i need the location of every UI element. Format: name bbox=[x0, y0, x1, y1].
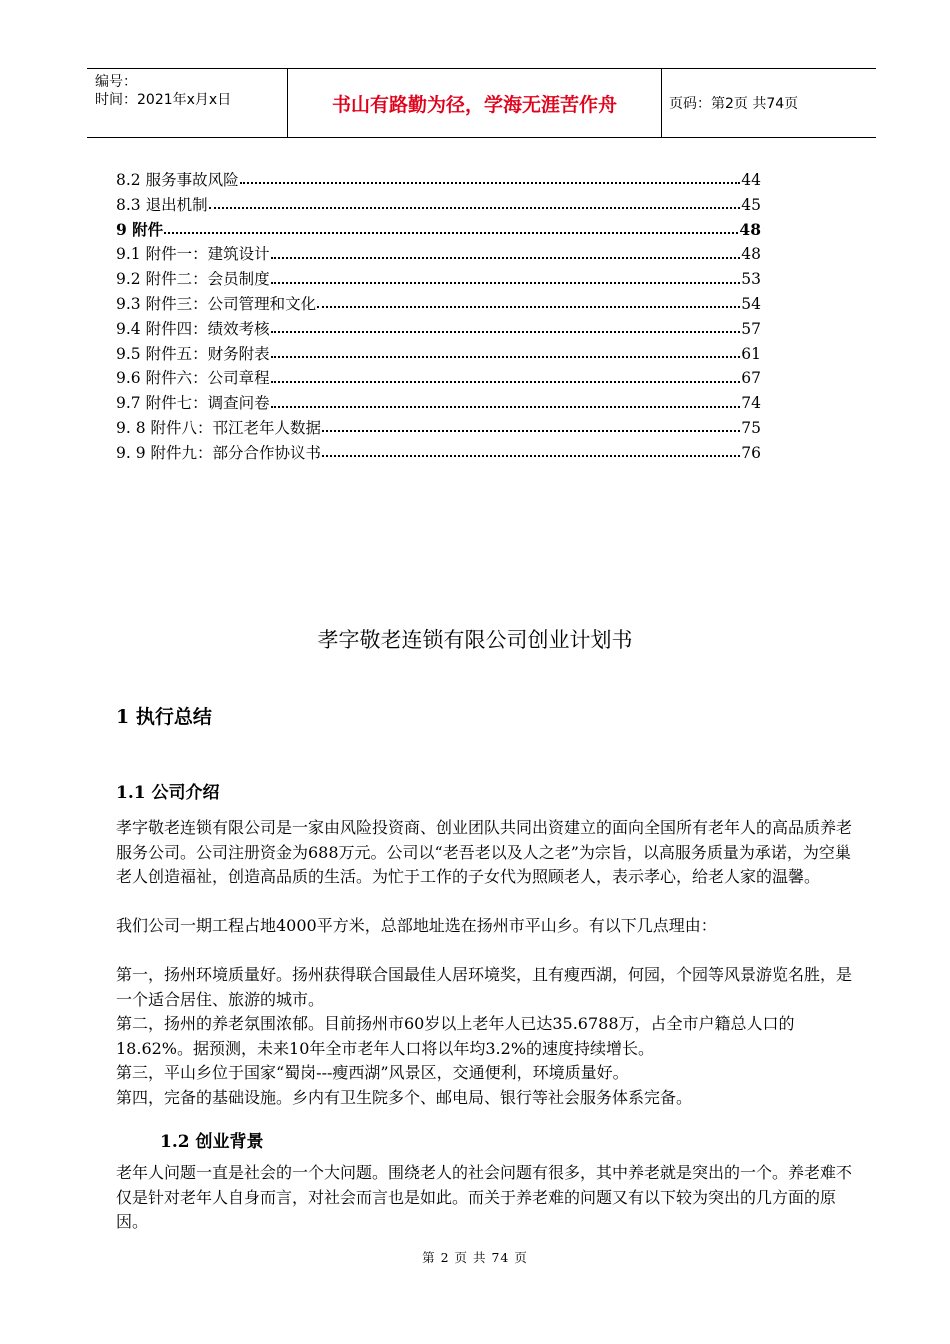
toc-leader-dots bbox=[271, 406, 741, 408]
toc-entry-page: 75 bbox=[741, 418, 761, 437]
toc-entry-label: 9.1 附件一：建筑设计 bbox=[116, 245, 270, 264]
toc-entry bbox=[116, 416, 761, 441]
toc-entry bbox=[116, 292, 761, 317]
toc-entry-page: 57 bbox=[741, 319, 761, 338]
document-title: 孝字敬老连锁有限公司创业计划书 bbox=[317, 628, 633, 652]
toc-entry bbox=[116, 441, 761, 466]
toc-entry-label: 9.3 附件三：公司管理和文化 bbox=[116, 294, 317, 313]
toc-leader-dots bbox=[271, 282, 741, 284]
header-divider bbox=[661, 69, 662, 137]
paragraph-reason-4: 第四，完备的基础设施。乡内有卫生院多个、邮电局、银行等社会服务体系完备。 bbox=[116, 1088, 693, 1107]
header-meta bbox=[95, 73, 231, 109]
toc-entry-page: 45 bbox=[741, 195, 761, 214]
toc-entry-label: 8.3 退出机制 bbox=[116, 195, 208, 214]
toc-entry-label: 9.6 附件六：公司章程 bbox=[116, 369, 270, 388]
toc-leader-dots bbox=[240, 182, 741, 184]
paragraph-company-intro: 孝字敬老连锁有限公司是一家由风险投资商、创业团队共同出资建立的面向全国所有老年人的高品质养老服务公司。公司注册资金为688万元。公司以“老吾老以及人之老”为宗旨，以高服务质量为承诺，为空巢老人创造福祉，创造高品质的生活。为忙于工作的子女代为照顾老人，表示孝心，给老人家的温馨。 bbox=[116, 818, 853, 886]
toc-entry bbox=[116, 267, 761, 292]
header-number: 编号： bbox=[95, 74, 137, 90]
toc-entry bbox=[116, 391, 761, 416]
toc-leader-dots bbox=[209, 207, 741, 209]
toc-entry bbox=[116, 168, 761, 193]
toc-entry-page: 54 bbox=[741, 294, 761, 313]
heading-company-intro: 1.1 公司介绍 bbox=[116, 783, 220, 803]
toc-entry-label: 9.4 附件四：绩效考核 bbox=[116, 319, 270, 338]
toc-entry-label: 8.2 服务事故风险 bbox=[116, 171, 239, 189]
toc-entry-page: 61 bbox=[741, 344, 761, 363]
paragraph-background: 老年人问题一直是社会的一个大问题。围绕老人的社会问题有很多，其中养老就是突出的一个。养老难不仅是针对老年人自身而言，对社会而言也是如此。而关于养老难的问题又有以下较为突出的几方面的原因。 bbox=[116, 1163, 853, 1231]
header-date: 时间：2021年x月x日 bbox=[95, 92, 232, 108]
header-page-info: 页码：第2页 共74页 bbox=[669, 96, 799, 112]
toc-leader-dots bbox=[271, 381, 741, 383]
toc-entry bbox=[116, 218, 761, 243]
toc-leader-dots bbox=[317, 306, 740, 308]
toc-entry-label: 9.7 附件七：调查问卷 bbox=[116, 394, 270, 413]
toc-leader-dots bbox=[322, 455, 740, 457]
toc-entry-page: 74 bbox=[741, 394, 761, 413]
heading-background: 1.2 创业背景 bbox=[160, 1132, 264, 1152]
toc-entry-page: 53 bbox=[741, 270, 761, 289]
toc-entry-page: 44 bbox=[741, 171, 761, 189]
page-footer: 第 2 页 共 74 页 bbox=[422, 1250, 528, 1265]
toc-entry bbox=[116, 317, 761, 342]
toc-entry-label: 9. 9 附件九：部分合作协议书 bbox=[116, 443, 322, 462]
page-header bbox=[87, 68, 876, 138]
toc-leader-dots bbox=[164, 232, 738, 234]
table-of-contents bbox=[116, 168, 761, 466]
toc-entry-page: 76 bbox=[741, 443, 761, 462]
toc-entry bbox=[116, 193, 761, 218]
paragraph-reason-3: 第三，平山乡位于国家“蜀岗---瘦西湖”风景区，交通便利，环境质量好。 bbox=[116, 1063, 629, 1082]
toc-leader-dots bbox=[322, 430, 740, 432]
toc-entry-label: 9.2 附件二：会员制度 bbox=[116, 270, 270, 289]
toc-entry-label: 9 附件 bbox=[116, 219, 164, 239]
toc-leader-dots bbox=[271, 356, 741, 358]
paragraph-location: 我们公司一期工程占地4000平方米，总部地址选在扬州市平山乡。有以下几点理由： bbox=[116, 916, 717, 935]
heading-executive-summary: 1 执行总结 bbox=[116, 706, 212, 728]
toc-entry-page: 67 bbox=[741, 369, 761, 388]
toc-entry-page: 48 bbox=[739, 219, 761, 239]
paragraph-reason-1: 第一，扬州环境质量好。扬州获得联合国最佳人居环境奖，且有瘦西湖，何园，个园等风景游览名胜，是一个适合居住、旅游的城市。 bbox=[116, 965, 853, 1009]
paragraph-reason-2: 第二，扬州的养老氛围浓郁。目前扬州市60岁以上老年人已达35.6788万，占全市户籍总人口的18.62%。据预测，未来10年全市老年人口将以年均3.2%的速度持续增长。 bbox=[116, 1014, 795, 1058]
toc-entry-page: 48 bbox=[741, 245, 761, 264]
header-motto: 书山有路勤为径，学海无涯苦作舟 bbox=[331, 93, 617, 116]
toc-entry bbox=[116, 342, 761, 367]
toc-entry-label: 9. 8 附件八：邗江老年人数据 bbox=[116, 418, 322, 437]
toc-entry-label: 9.5 附件五：财务附表 bbox=[116, 344, 270, 363]
toc-entry bbox=[116, 242, 761, 267]
toc-leader-dots bbox=[271, 257, 741, 259]
toc-leader-dots bbox=[271, 331, 741, 333]
toc-entry bbox=[116, 366, 761, 391]
